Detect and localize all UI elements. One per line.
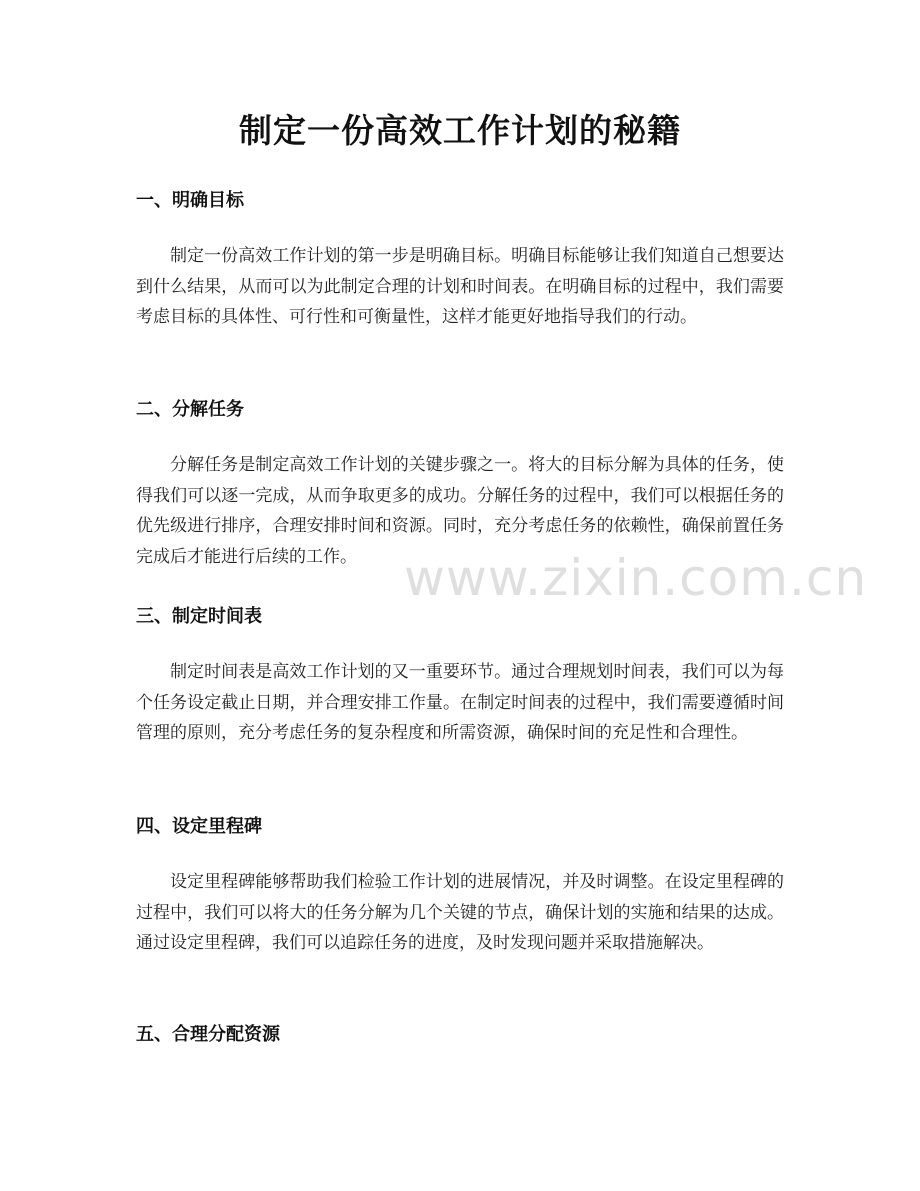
section-heading: 一、明确目标 bbox=[136, 190, 244, 211]
section-paragraph: 设定里程碑能够帮助我们检验工作计划的进展情况，并及时调整。在设定里程碑的过程中，我们可以将大的任务分解为几个关键的节点，确保计划的实施和结果的达成。通过设定里程碑，我们可以追踪任务的进度，及时发现问题并采取措施解决。 bbox=[136, 872, 784, 953]
section-clear-goals bbox=[136, 188, 784, 333]
watermark: www.zixin.com.cn bbox=[404, 549, 868, 607]
section-break-down-tasks bbox=[136, 397, 784, 572]
section-set-milestones bbox=[136, 814, 784, 959]
section-heading: 二、分解任务 bbox=[136, 399, 244, 420]
section-heading: 四、设定里程碑 bbox=[136, 816, 262, 837]
section-make-timeline bbox=[136, 604, 784, 749]
section-heading: 三、制定时间表 bbox=[136, 606, 262, 627]
document-title: 制定一份高效工作计划的秘籍 bbox=[239, 111, 681, 150]
section-paragraph: 制定时间表是高效工作计划的又一重要环节。通过合理规划时间表，我们可以为每个任务设定截止日期，并合理安排工作量。在制定时间表的过程中，我们需要遵循时间管理的原则，充分考虑任务的复杂程度和所需资源，确保时间的充足性和合理性。 bbox=[136, 662, 784, 743]
section-paragraph: 制定一份高效工作计划的第一步是明确目标。明确目标能够让我们知道自己想要达到什么结果，从而可以为此制定合理的计划和时间表。在明确目标的过程中，我们需要考虑目标的具体性、可行性和可衡量性，这样才能更好地指导我们的行动。 bbox=[136, 246, 784, 327]
section-allocate-resources bbox=[136, 1022, 784, 1048]
section-heading: 五、合理分配资源 bbox=[136, 1024, 280, 1045]
section-paragraph: 分解任务是制定高效工作计划的关键步骤之一。将大的目标分解为具体的任务，使得我们可以逐一完成，从而争取更多的成功。分解任务的过程中，我们可以根据任务的优先级进行排序，合理安排时间和资源。同时，充分考虑任务的依赖性，确保前置任务完成后才能进行后续的工作。 bbox=[136, 455, 784, 567]
